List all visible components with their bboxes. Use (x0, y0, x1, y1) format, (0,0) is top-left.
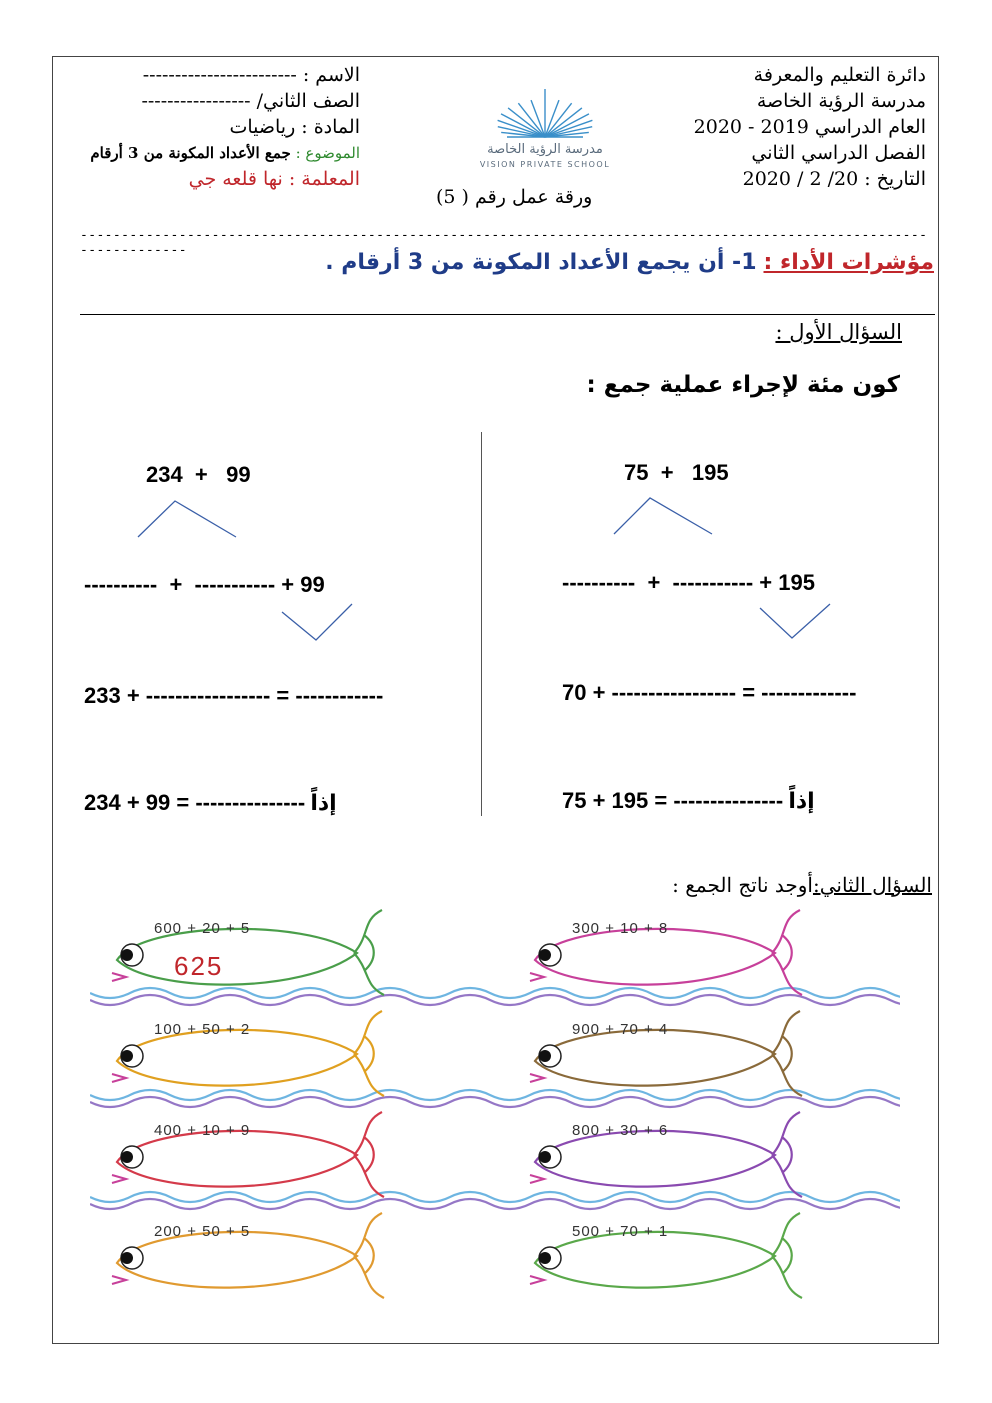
fish-pupil (121, 949, 133, 961)
topic-value: جمع الأعداد المكونة من 3 أرقام (90, 144, 291, 162)
right-conclusion[interactable] (562, 788, 815, 814)
fish-expression: 400 + 10 + 9 (154, 1122, 251, 1139)
fish-body (117, 1131, 357, 1187)
fish-tail (772, 1011, 802, 1096)
fish-addition-board (90, 905, 900, 1305)
left-step1[interactable]: ---------- + ----------- + 99 (84, 572, 325, 597)
fish-tail (354, 1011, 384, 1096)
school-logo (440, 85, 650, 180)
left-conclusion[interactable] (84, 790, 337, 816)
q1-column-divider (481, 432, 482, 816)
left-check-mark (278, 600, 358, 645)
fish-item (112, 1213, 384, 1298)
fish-body (535, 929, 775, 985)
fish-mouth (112, 1276, 126, 1284)
academic-year: العام الدراسي 2019 - 2020 (693, 116, 926, 138)
fish-tail (354, 910, 384, 995)
grade-field[interactable]: الصف الثاني/ ----------------- (141, 90, 360, 112)
fish-expression: 100 + 50 + 2 (154, 1021, 251, 1038)
right-split-branch (608, 492, 728, 542)
student-name-field[interactable]: الاسم : ------------------------ (142, 64, 360, 86)
fish-item (112, 910, 384, 995)
right-problem: 75 + 195 (624, 460, 729, 485)
logo-english-text: VISION PRIVATE SCHOOL (479, 160, 611, 169)
fish-expression: 500 + 70 + 1 (572, 1223, 669, 1240)
fish-body (117, 1030, 357, 1086)
logo-arabic-text: مدرسة الرؤية الخاصة (487, 142, 603, 157)
fish-pupil (539, 1050, 551, 1062)
fish-expression: 200 + 50 + 5 (154, 1223, 251, 1240)
q1-instruction: كون مئة لإجراء عملية جمع : (586, 372, 900, 398)
q2-title (672, 873, 932, 897)
fish-item (530, 910, 802, 995)
wave-line (90, 1199, 900, 1209)
right-conclusion-label: إذاً (788, 789, 815, 814)
date: التاريخ : 20/ 2 / 2020 (742, 168, 926, 190)
fish-body (535, 1131, 775, 1187)
q2-title-text: أوجد ناتج الجمع : (672, 873, 813, 897)
fish-item (112, 1112, 384, 1197)
indicator-label: مؤشرات الأداء : (763, 250, 934, 275)
section-divider (80, 314, 935, 315)
fish-body (535, 1232, 775, 1288)
fish-item (530, 1112, 802, 1197)
fish-mouth (112, 1074, 126, 1082)
fish-body (535, 1030, 775, 1086)
fish-pupil (539, 1252, 551, 1264)
fish-pupil (121, 1252, 133, 1264)
fish-item (530, 1011, 802, 1096)
right-step2[interactable]: 70 + ----------------- = ------------- (562, 680, 857, 705)
fish-answer: 625 (174, 951, 224, 981)
right-step1[interactable]: ---------- + ----------- + 195 (562, 570, 815, 595)
fish-mouth (530, 1175, 544, 1183)
wave-line (90, 995, 900, 1005)
fish-pupil (121, 1050, 133, 1062)
fish-expression: 800 + 30 + 6 (572, 1122, 669, 1139)
left-split-branch (130, 495, 250, 545)
fish-tail (772, 910, 802, 995)
left-conclusion-expr: 234 + 99 = --------------- (84, 790, 306, 815)
left-problem: 234 + 99 (146, 462, 251, 487)
worksheet-number: ورقة عمل رقم ( 5) (436, 186, 593, 208)
header-divider: -------------------------------------------------------------------------------------------------------------------- (80, 228, 928, 258)
fish-mouth (530, 973, 544, 981)
semester: الفصل الدراسي الثاني (751, 142, 926, 164)
fish-tail (772, 1213, 802, 1298)
fish-mouth (112, 1175, 126, 1183)
performance-indicator (325, 250, 934, 275)
fish-pupil (121, 1151, 133, 1163)
fish-expression: 300 + 10 + 8 (572, 920, 669, 937)
q1-title: السؤال الأول : (775, 320, 902, 344)
school-name: مدرسة الرؤية الخاصة (756, 90, 926, 112)
left-conclusion-label: إذاً (310, 791, 337, 816)
teacher-name: المعلمة : نها قلعه جي (188, 168, 360, 190)
fish-mouth (112, 973, 126, 981)
fish-mouth (530, 1074, 544, 1082)
fish-item (530, 1213, 802, 1298)
fish-body (117, 1232, 357, 1288)
right-conclusion-expr: 75 + 195 = --------------- (562, 788, 784, 813)
fish-body (117, 929, 357, 985)
q2-title-label: السؤال الثاني: (812, 873, 932, 897)
fish-tail (354, 1112, 384, 1197)
fish-tail (354, 1213, 384, 1298)
left-step2[interactable]: 233 + ----------------- = ------------ (84, 683, 384, 708)
fish-item (112, 1011, 384, 1096)
header-school-info (694, 62, 926, 192)
header-student-info (90, 62, 360, 192)
topic (90, 140, 360, 166)
fish-expression: 900 + 70 + 4 (572, 1021, 669, 1038)
topic-label: الموضوع : (295, 144, 360, 162)
subject: المادة : رياضيات (229, 116, 360, 138)
fish-pupil (539, 1151, 551, 1163)
fish-expression: 600 + 20 + 5 (154, 920, 251, 937)
dept-name: دائرة التعليم والمعرفة (753, 64, 926, 86)
right-check-mark (756, 598, 836, 643)
fish-tail (772, 1112, 802, 1197)
fish-mouth (530, 1276, 544, 1284)
wave-line (90, 1097, 900, 1107)
fish-pupil (539, 949, 551, 961)
indicator-text: 1- أن يجمع الأعداد المكونة من 3 أرقام . (325, 250, 757, 275)
